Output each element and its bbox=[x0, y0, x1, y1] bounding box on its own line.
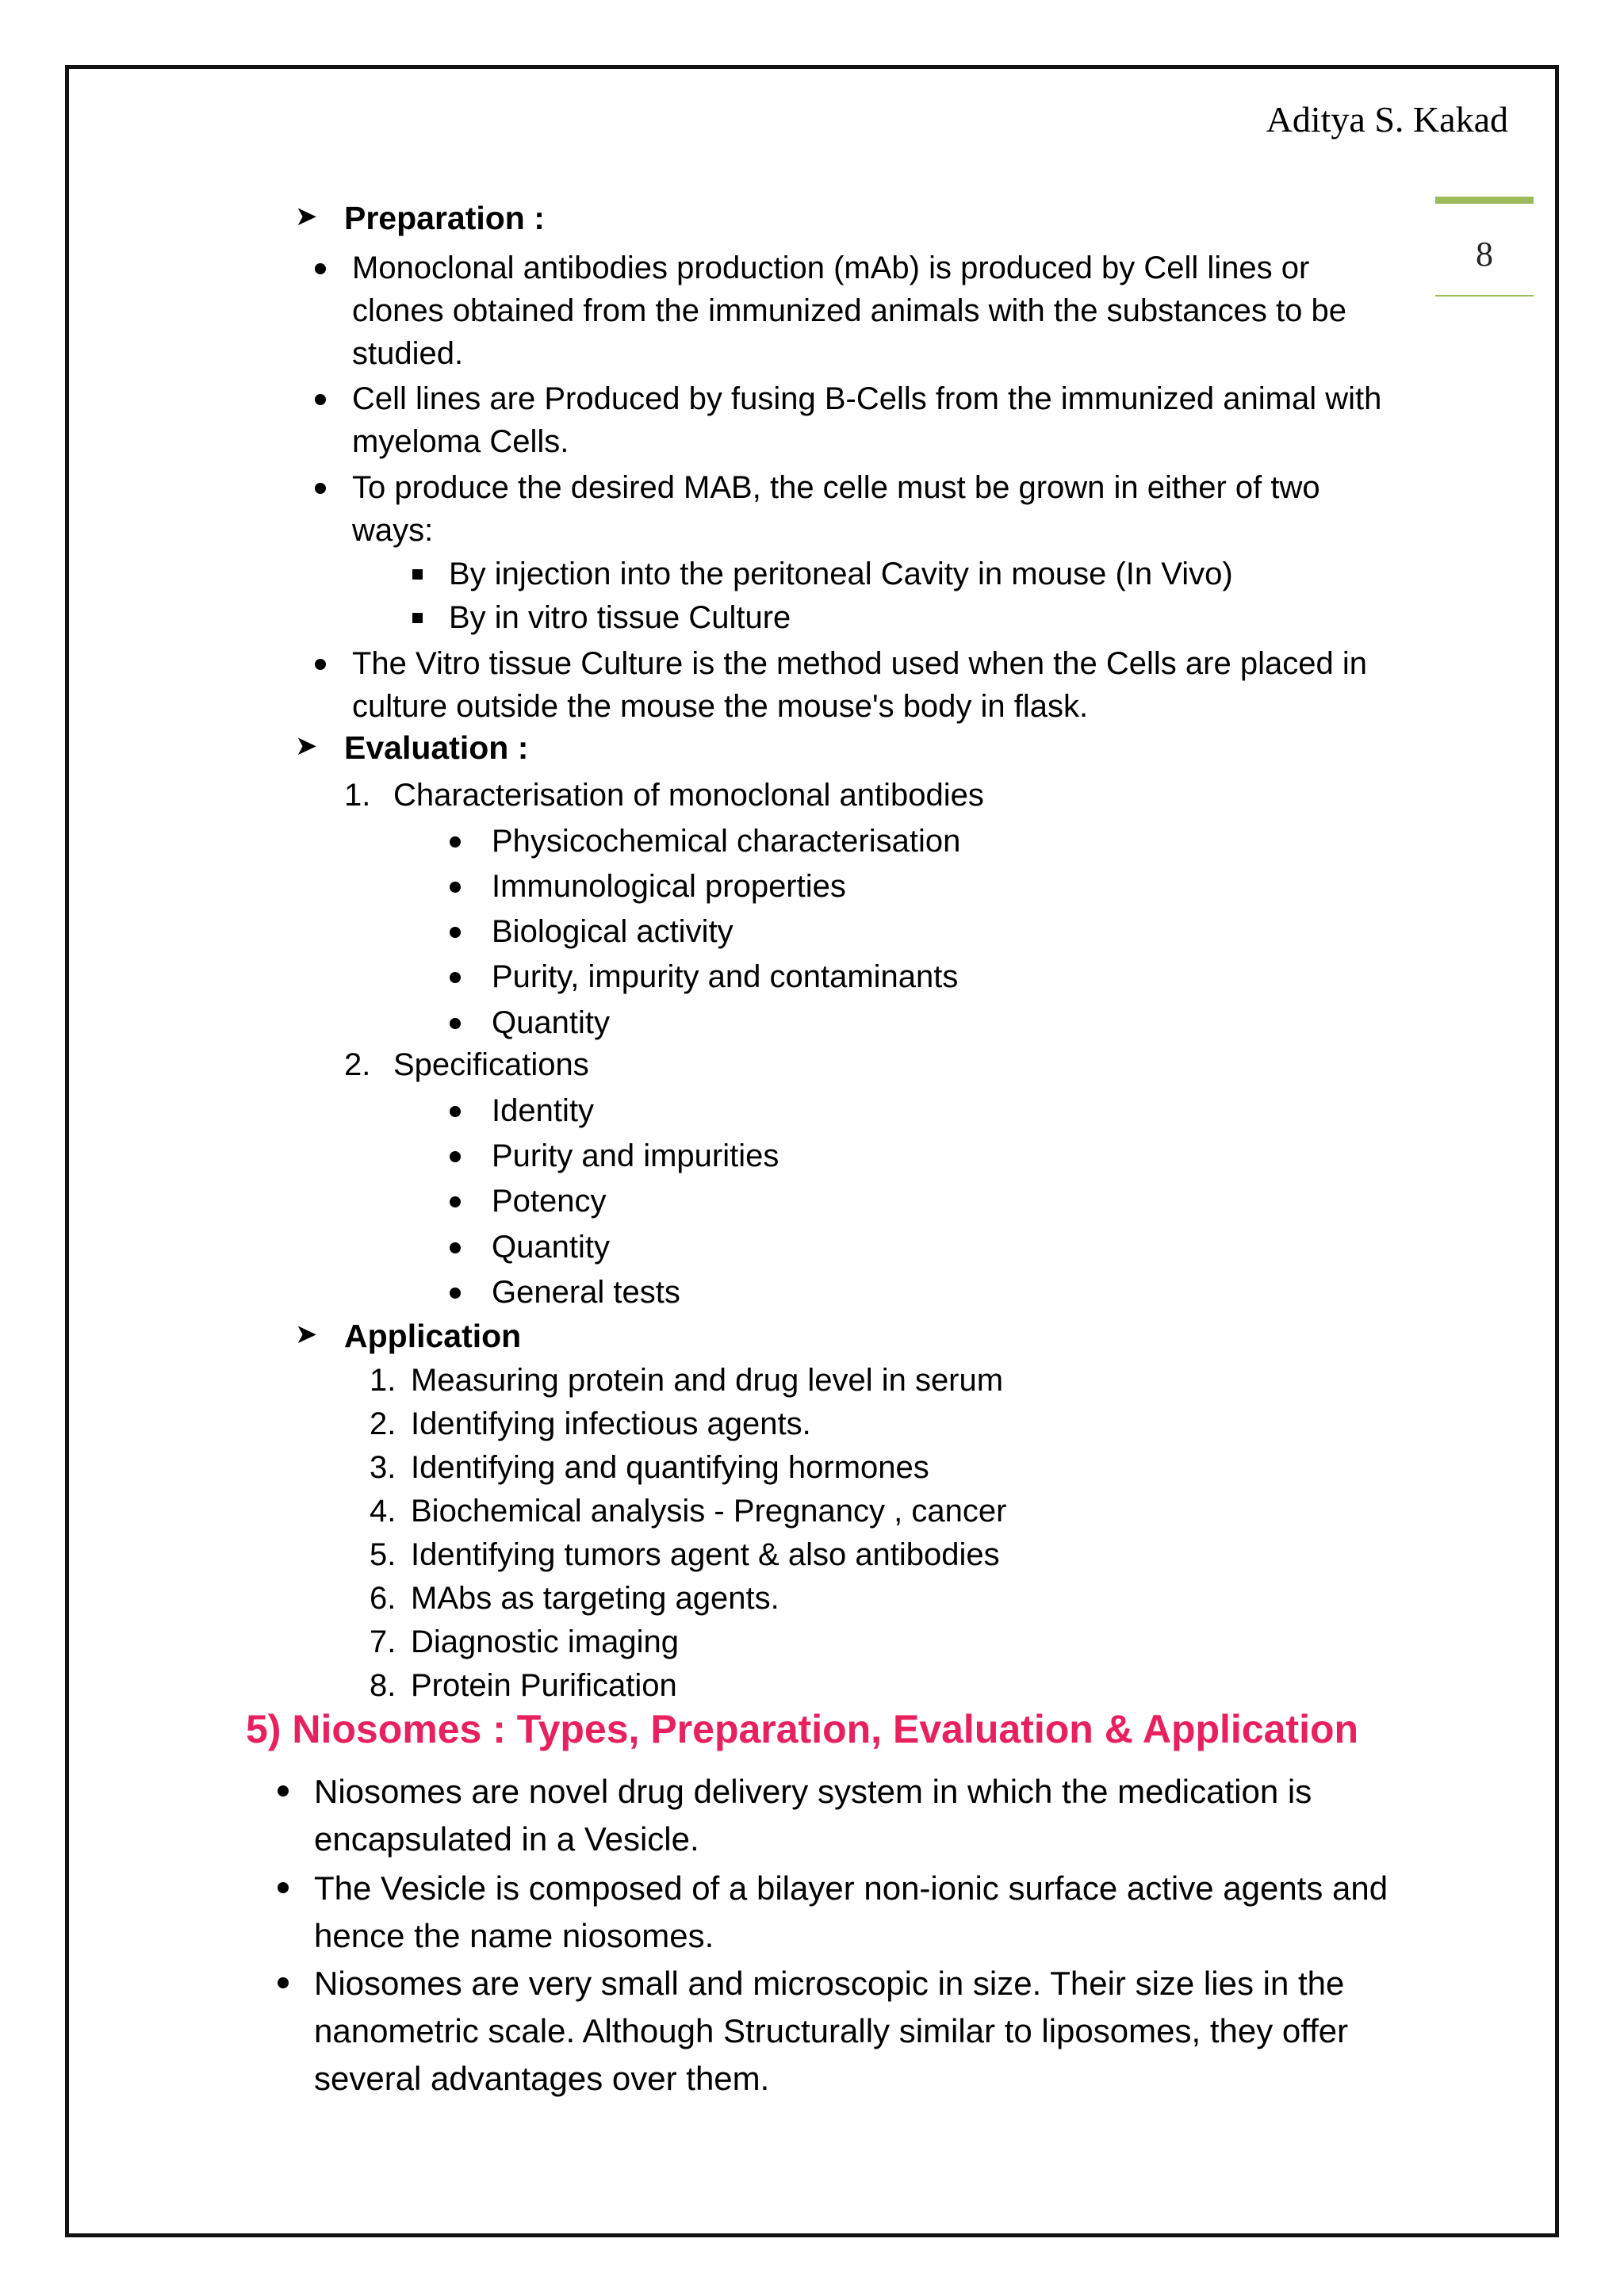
prep-bullet-1-line-1: Monoclonal antibodies production (mAb) is produced by Cell lines or bbox=[352, 251, 1310, 285]
niosome-bullet-3-line-3: several advantages over them. bbox=[314, 2060, 770, 2097]
prep-bullet-4-line-1: The Vitro tissue Culture is the method used when the Cells are placed in bbox=[352, 646, 1367, 681]
application-item: Protein Purification bbox=[411, 1668, 677, 1703]
bullet-icon bbox=[315, 263, 326, 274]
prep-bullet-1-line-2: clones obtained from the immunized animals with the substances to be bbox=[352, 293, 1347, 328]
square-bullet-icon bbox=[412, 613, 423, 623]
bullet-icon bbox=[278, 1785, 289, 1797]
bullet-icon bbox=[450, 1242, 461, 1253]
bullet-icon bbox=[450, 836, 461, 848]
bullet-icon bbox=[315, 394, 326, 405]
prep-bullet-4-line-2: culture outside the mouse the mouse's body in flask. bbox=[352, 689, 1089, 724]
list-number: 4. bbox=[370, 1494, 396, 1529]
eval-sub-item: Quantity bbox=[492, 1005, 610, 1040]
page-number: 8 bbox=[1435, 197, 1534, 297]
heading-evaluation: Evaluation : bbox=[344, 729, 529, 766]
list-number: 2. bbox=[370, 1406, 396, 1441]
application-item: Identifying and quantifying hormones bbox=[411, 1450, 929, 1485]
list-number: 1. bbox=[344, 778, 371, 813]
square-bullet-icon bbox=[412, 569, 423, 580]
list-number: 5. bbox=[370, 1537, 396, 1572]
bullet-icon bbox=[315, 659, 326, 670]
eval-sub-item: Biological activity bbox=[492, 914, 733, 949]
niosome-bullet-2-line-2: hence the name niosomes. bbox=[314, 1917, 714, 1954]
spec-sub-item: Purity and impurities bbox=[492, 1138, 779, 1173]
bullet-icon bbox=[450, 972, 461, 983]
eval-sub-item: Purity, impurity and contaminants bbox=[492, 959, 959, 994]
prep-bullet-2-line-1: Cell lines are Produced by fusing B-Cells from the immunized animal with bbox=[352, 381, 1382, 416]
heading-preparation: Preparation : bbox=[344, 200, 545, 236]
list-number: 8. bbox=[370, 1668, 396, 1703]
section-title-niosomes: 5) Niosomes : Types, Preparation, Evaluation & Application bbox=[246, 1707, 1359, 1751]
way-1: By injection into the peritoneal Cavity in mouse (In Vivo) bbox=[449, 557, 1233, 591]
niosome-bullet-1-line-2: encapsulated in a Vesicle. bbox=[314, 1820, 699, 1858]
bullet-icon bbox=[315, 483, 326, 494]
heading-application: Application bbox=[344, 1318, 522, 1354]
spec-sub-item: General tests bbox=[492, 1275, 680, 1310]
spec-sub-item: Identity bbox=[492, 1093, 594, 1128]
evaluation-item-1: Characterisation of monoclonal antibodies bbox=[393, 778, 984, 813]
list-number: 6. bbox=[370, 1581, 396, 1616]
application-item: Identifying tumors agent & also antibodies bbox=[411, 1537, 1000, 1572]
niosome-bullet-3-line-1: Niosomes are very small and microscopic in size. Their size lies in the bbox=[314, 1965, 1345, 2002]
application-item: MAbs as targeting agents. bbox=[411, 1581, 779, 1616]
evaluation-item-2: Specifications bbox=[393, 1047, 589, 1082]
niosome-bullet-3-line-2: nanometric scale. Although Structurally similar to liposomes, they offer bbox=[314, 2012, 1349, 2049]
eval-sub-item: Immunological properties bbox=[492, 869, 846, 904]
spec-sub-item: Quantity bbox=[492, 1230, 610, 1265]
author-name: Aditya S. Kakad bbox=[1266, 99, 1508, 140]
bullet-icon bbox=[450, 1151, 461, 1162]
application-item: Biochemical analysis - Pregnancy , cancer bbox=[411, 1494, 1007, 1529]
application-item: Identifying infectious agents. bbox=[411, 1406, 811, 1441]
bullet-icon bbox=[450, 882, 461, 893]
arrow-bullet-icon: ➤ bbox=[295, 731, 318, 761]
niosome-bullet-2-line-1: The Vesicle is composed of a bilayer non-ionic surface active agents and bbox=[314, 1869, 1388, 1907]
bullet-icon bbox=[450, 1018, 461, 1029]
eval-sub-item: Physicochemical characterisation bbox=[492, 824, 961, 859]
prep-bullet-2-line-2: myeloma Cells. bbox=[352, 424, 569, 459]
prep-bullet-3-line-1: To produce the desired MAB, the celle must be grown in either of two bbox=[352, 470, 1320, 505]
bullet-icon bbox=[278, 1977, 289, 1988]
arrow-bullet-icon: ➤ bbox=[295, 1319, 318, 1349]
bullet-icon bbox=[278, 1882, 289, 1893]
niosome-bullet-1-line-1: Niosomes are novel drug delivery system in which the medication is bbox=[314, 1773, 1312, 1810]
bullet-icon bbox=[450, 927, 461, 938]
prep-bullet-3-line-2: ways: bbox=[352, 513, 434, 548]
spec-sub-item: Potency bbox=[492, 1184, 607, 1219]
list-number: 2. bbox=[344, 1047, 371, 1082]
list-number: 1. bbox=[370, 1363, 396, 1398]
list-number: 7. bbox=[370, 1624, 396, 1659]
prep-bullet-1-line-3: studied. bbox=[352, 336, 464, 371]
application-item: Measuring protein and drug level in serum bbox=[411, 1363, 1004, 1398]
bullet-icon bbox=[450, 1288, 461, 1299]
application-item: Diagnostic imaging bbox=[411, 1624, 679, 1659]
bullet-icon bbox=[450, 1106, 461, 1117]
bullet-icon bbox=[450, 1196, 461, 1207]
list-number: 3. bbox=[370, 1450, 396, 1485]
arrow-bullet-icon: ➤ bbox=[295, 201, 318, 232]
way-2: By in vitro tissue Culture bbox=[449, 600, 791, 635]
